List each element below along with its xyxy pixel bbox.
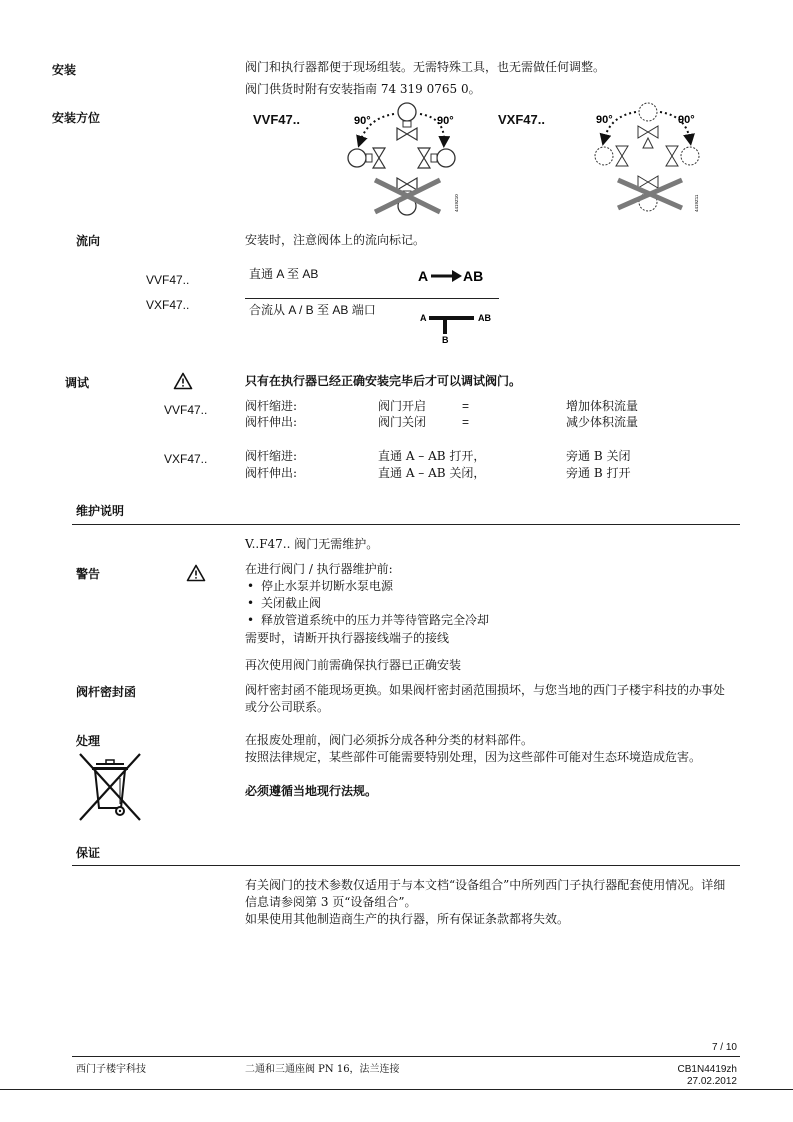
flow-model-vvf: VVF47.. xyxy=(146,273,190,287)
commission-vxf-row2-c: 旁通 B 打开 xyxy=(566,466,631,480)
straight-flow-symbol xyxy=(418,266,490,286)
commission-vxf-row1-c: 旁通 B 关闭 xyxy=(566,449,631,463)
warning-bullet-list xyxy=(245,578,725,629)
warning-intro: 在进行阀门 / 执行器维护前: xyxy=(245,562,393,576)
install-label: 安装 xyxy=(52,63,77,77)
commission-vvf-row1-b: 阀门开启 xyxy=(378,399,427,413)
commission-vvf-row2-a: 阀杆伸出: xyxy=(245,415,298,429)
maintenance-line: V..F47.. 阀门无需维护。 xyxy=(245,537,379,551)
vxf-angle-left: 90° xyxy=(596,114,613,126)
commission-vxf-row2-a: 阀杆伸出: xyxy=(245,466,298,480)
vvf-angle-left: 90° xyxy=(354,115,371,127)
disposal-bold-line: 必须遵循当地现行法规。 xyxy=(245,784,378,798)
commission-vvf-row2-b: 阀门关闭 xyxy=(378,415,427,429)
orientation-label: 安装方位 xyxy=(52,111,101,125)
stem-seal-label: 阀杆密封函 xyxy=(76,685,137,699)
stem-seal-text: 阀杆密封函不能现场更换。如果阀杆密封函范围损坏，与您当地的西门子楼宇科技的办事处或分公司联系。 xyxy=(245,683,726,714)
straight-flow-a: A xyxy=(418,268,429,284)
commission-vvf-row1-a: 阀杆缩进: xyxy=(245,399,298,413)
merge-flow-a: A xyxy=(420,313,427,323)
footer-doc-number: CB1N4419zh xyxy=(677,1064,737,1075)
commission-vvf-row1-eq: = xyxy=(462,399,470,413)
warning-triangle-icon xyxy=(173,372,193,390)
flow-merge-text: 合流从 A / B 至 AB 端口 xyxy=(249,303,376,317)
commission-vxf-row2-b: 直通 A – AB 关闭， xyxy=(378,466,486,480)
vxf-orientation-diagram xyxy=(590,100,705,215)
commission-vvf-row2-c: 减少体积流量 xyxy=(566,415,639,429)
straight-flow-ab: AB xyxy=(463,268,484,284)
vvf-orientation-diagram xyxy=(340,100,465,220)
vxf-diagram-code: 4419Z11 xyxy=(694,194,699,212)
page-number: 7 / 10 xyxy=(711,1042,737,1053)
merge-flow-symbol xyxy=(420,308,500,346)
footer-title: 二通和三通座阀 PN 16，法兰连接 xyxy=(245,1064,400,1075)
warranty-line-3: 如果使用其他制造商生产的执行器，所有保证条款都将失效。 xyxy=(245,912,570,926)
disposal-line-2: 按照法律规定，某些部件可能需要特别处理，因为这些部件可能对生态环境造成危害。 xyxy=(245,750,702,764)
disposal-label: 处理 xyxy=(76,734,101,748)
disposal-line-1: 在报废处理前，阀门必须拆分成各种分类的材料部件。 xyxy=(245,733,534,747)
commission-vxf-row1-b: 直通 A – AB 打开， xyxy=(378,449,486,463)
merge-flow-ab: AB xyxy=(478,313,491,323)
flow-intro: 安装时，注意阀体上的流向标记。 xyxy=(245,233,426,247)
vvf-diagram-code: 4419Z10 xyxy=(454,194,459,212)
vxf-orientation-model: VXF47.. xyxy=(498,112,545,127)
warning-bullet: • 停止水泵并切断水泵电源 xyxy=(245,578,725,595)
flow-divider xyxy=(245,298,499,299)
warning-bullet: • 释放管道系统中的压力并等待管路完全冷却 xyxy=(245,612,725,629)
vvf-orientation-model: VVF47.. xyxy=(253,112,300,127)
commission-headline: 只有在执行器已经正确安装完毕后才可以调试阀门。 xyxy=(245,374,522,388)
warranty-label: 保证 xyxy=(76,846,101,860)
footer-date: 27.02.2012 xyxy=(686,1076,737,1087)
footer-company: 西门子楼宇科技 xyxy=(76,1064,146,1075)
warning-bullet: • 关闭截止阀 xyxy=(245,595,725,612)
commission-vxf-row1-a: 阀杆缩进: xyxy=(245,449,298,463)
weee-crossed-bin-icon xyxy=(76,752,144,822)
warning-label: 警告 xyxy=(76,567,101,581)
warranty-text: 有关阀门的技术参数仅适用于与本文档“设备组合”中所列西门子执行器配套使用情况。详细信息请参阅第 3 页“设备组合”。 xyxy=(245,878,726,909)
commission-vvf-model: VVF47.. xyxy=(164,403,208,417)
flow-straight-text: 直通 A 至 AB xyxy=(249,267,319,281)
flow-model-vxf: VXF47.. xyxy=(146,298,190,312)
warning-after: 需要时，请断开执行器接线端子的接线 xyxy=(245,631,450,645)
maintenance-label: 维护说明 xyxy=(76,504,125,518)
commission-vvf-row2-eq: = xyxy=(462,415,470,429)
vvf-angle-right: 90° xyxy=(437,115,454,127)
install-line-1: 阀门和执行器都便于现场组装。无需特殊工具，也无需做任何调整。 xyxy=(245,60,606,74)
commission-label: 调试 xyxy=(65,376,90,390)
commission-vvf-row1-c: 增加体积流量 xyxy=(566,399,639,413)
maintenance-rule xyxy=(72,524,740,525)
footer-rule-bottom xyxy=(0,1089,793,1090)
flow-label: 流向 xyxy=(76,234,101,248)
merge-flow-b: B xyxy=(442,335,449,345)
vxf-angle-right: 90° xyxy=(678,114,695,126)
warning-triangle-icon xyxy=(186,564,206,582)
warning-reuse: 再次使用阀门前需确保执行器已正确安装 xyxy=(245,658,462,672)
install-line-2: 阀门供货时附有安装指南 74 319 0765 0。 xyxy=(245,82,481,96)
warranty-rule xyxy=(72,865,740,866)
commission-vxf-model: VXF47.. xyxy=(164,452,208,466)
footer-rule-top xyxy=(72,1056,740,1057)
